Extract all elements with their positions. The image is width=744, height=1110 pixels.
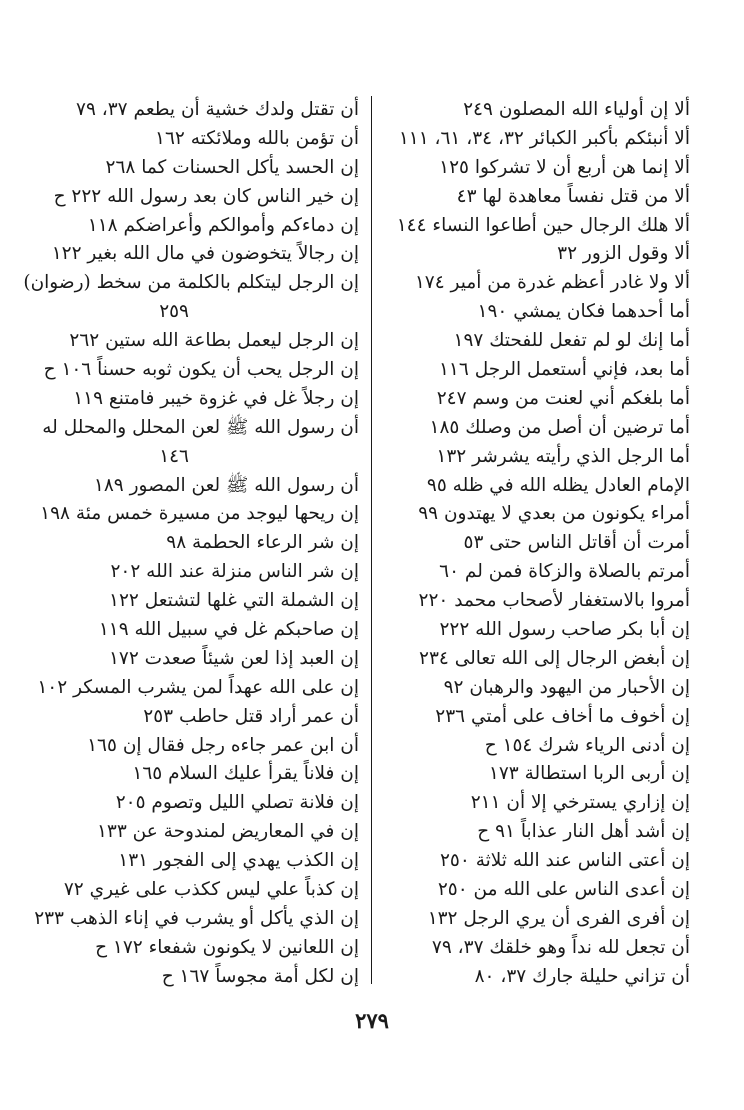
index-entry: أمرت أن أقاتل الناس حتى ٥٣ [463, 532, 690, 554]
index-entry: ألا ولا غادر أعظم غدرة من أمير ١٧٤ [414, 272, 690, 294]
index-entry: إن إزاري يسترخي إلا أن ٢١١ [470, 792, 690, 814]
index-entry: إن رجلاً غل في غزوة خيبر فامتنع ١١٩ [73, 387, 359, 409]
index-entry: إن العبد إذا لعن شيئاً صعدت ١٧٢ [108, 647, 359, 669]
index-entry: أن تجعل لله نداً وهو خلقك ٣٧، ٧٩ [431, 936, 690, 958]
index-entry: ألا إن أولياء الله المصلون ٢٤٩ [463, 99, 690, 120]
index-entry: إن الرجل ليتكلم بالكلمة من سخط (رضوان) [23, 272, 359, 294]
index-entry: ألا أنبئكم بأكبر الكبائر ٣٢، ٣٤، ٦١، ١١١ [398, 127, 690, 149]
page-number: ٢٧٩ [355, 1008, 389, 1033]
index-entry: إن الحسد يأكل الحسنات كما ٢٦٨ [105, 156, 359, 178]
index-entry: إن على الله عهداً لمن يشرب المسكر ١٠٢ [37, 676, 359, 698]
index-entry: أما الرجل الذي رأيته يشرشر ١٣٢ [436, 445, 690, 467]
index-entry: إن دماءكم وأموالكم وأعراضكم ١١٨ [87, 214, 359, 236]
index-entry: إن في المعاريض لمندوحة عن ١٣٣ [96, 821, 359, 843]
index-entry: أن تؤمن بالله وملائكته ١٦٢ [155, 127, 359, 149]
index-entry: إن أشد أهل النار عذاباً ٩١ ح [477, 821, 690, 843]
index-entry: إن أعدى الناس على الله من ٢٥٠ [437, 879, 690, 901]
index-entry: إن الرجل يحب أن يكون ثوبه حسناً ١٠٦ ح [43, 359, 359, 381]
index-entry: إن كذباً علي ليس ككذب على غيري ٧٢ [63, 879, 359, 901]
index-entry: إن الرجل ليعمل بطاعة الله ستين ٢٦٢ [69, 330, 359, 352]
index-entry: إن أبغض الرجال إلى الله تعالى ٢٣٤ [419, 647, 690, 669]
index-entry: أما إنك لو لم تفعل للفحتك ١٩٧ [453, 330, 690, 352]
index-entry: إن ريحها ليوجد من مسيرة خمس مئة ١٩٨ [40, 503, 359, 525]
index-entry: إن خير الناس كان بعد رسول الله ٢٢٢ ح [53, 185, 359, 207]
index-column-right [370, 96, 690, 992]
index-entry: أما أحدهما فكان يمشي ١٩٠ [477, 301, 690, 323]
index-entry: أن تزاني حليلة جارك ٣٧، ٨٠ [474, 965, 690, 987]
index-entry-continuation: ٢٥٩ [159, 301, 189, 323]
index-entry: ألا وقول الزور ٣٢ [557, 243, 690, 265]
index-entry: أن ابن عمر جاءه رجل فقال إن ١٦٥ [87, 734, 359, 756]
index-entry: أن رسول الله ﷺ لعن المحلل والمحلل له [42, 416, 359, 438]
index-entry: إن صاحبكم غل في سبيل الله ١١٩ [98, 619, 359, 641]
index-entry: إن أدنى الرياء شرك ١٥٤ ح [484, 734, 690, 756]
index-entry: إن رجالاً يتخوضون في مال الله بغير ١٢٢ [51, 243, 359, 265]
index-entry: أمرتم بالصلاة والزكاة فمن لم ٦٠ [439, 561, 690, 583]
index-entry: ألا من قتل نفساً معاهدة لها ٤٣ [456, 185, 690, 207]
index-entry: إن أعتى الناس عند الله ثلاثة ٢٥٠ [440, 850, 690, 872]
index-entry: إن الكذب يهدي إلى الفجور ١٣١ [118, 850, 359, 872]
index-entry: الإمام العادل يظله الله في ظله ٩٥ [426, 474, 690, 496]
index-entry: أن تقتل ولدك خشية أن يطعم ٣٧، ٧٩ [76, 99, 359, 120]
index-entry: إن فلانة تصلي الليل وتصوم ٢٠٥ [115, 792, 359, 814]
column-divider [371, 96, 372, 984]
index-entry: إن الشملة التي غلها لتشتعل ١٢٢ [109, 590, 359, 612]
index-entry: أما ترضين أن أصل من وصلك ١٨٥ [429, 416, 690, 438]
index-entry: أما بلغكم أني لعنت من وسم ٢٤٧ [436, 387, 690, 409]
index-entry: إن أربى الربا استطالة ١٧٣ [488, 763, 690, 785]
index-entry: ألا هلك الرجال حين أطاعوا النساء ١٤٤ [396, 214, 690, 236]
index-entry: أن رسول الله ﷺ لعن المصور ١٨٩ [93, 474, 359, 496]
index-entry-continuation: ١٤٦ [159, 445, 189, 467]
index-entry: إن أبا بكر صاحب رسول الله ٢٢٢ [439, 619, 690, 641]
index-entry: أن عمر أراد قتل حاطب ٢٥٣ [143, 705, 359, 727]
index-entry: إن الأحبار من اليهود والرهبان ٩٢ [443, 676, 690, 698]
index-entry: إن شر الرعاء الحطمة ٩٨ [166, 532, 359, 554]
index-entry: إن اللعانين لا يكونون شفعاء ١٧٢ ح [95, 936, 359, 958]
index-entry: إن فلاناً يقرأ عليك السلام ١٦٥ [132, 763, 359, 785]
index-entry: إن لكل أمة مجوساً ١٦٧ ح [161, 965, 359, 987]
index-entry: أمروا بالاستغفار لأصحاب محمد ٢٢٠ [418, 590, 690, 612]
index-entry: إن أخوف ما أخاف على أمتي ٢٣٦ [435, 705, 690, 727]
index-entry: إن شر الناس منزلة عند الله ٢٠٢ [110, 561, 359, 583]
index-entry: إن أفرى الفرى أن يري الرجل ١٣٢ [427, 907, 690, 929]
index-column-left [23, 96, 359, 992]
index-entry: ألا إنما هن أربع أن لا تشركوا ١٢٥ [439, 156, 690, 178]
index-entry: أما بعد، فإني أستعمل الرجل ١١٦ [439, 359, 690, 381]
index-entry: إن الذي يأكل أو يشرب في إناء الذهب ٢٣٣ [34, 907, 359, 929]
index-entry: أمراء يكونون من بعدي لا يهتدون ٩٩ [418, 503, 690, 525]
